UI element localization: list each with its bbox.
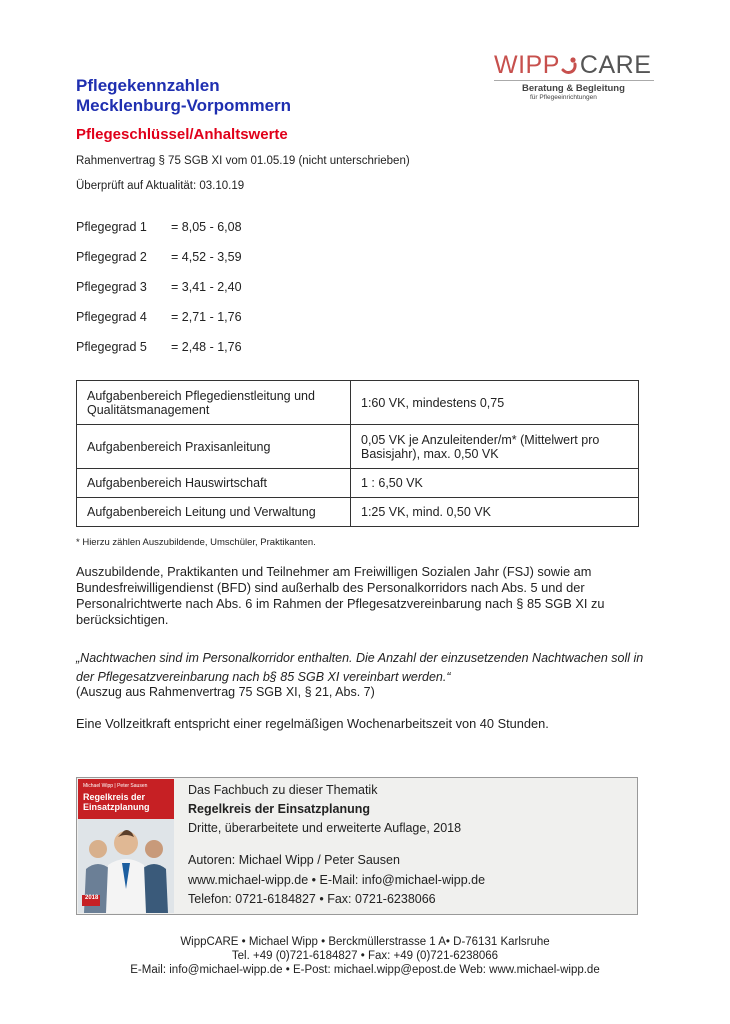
book-cover-title bbox=[83, 792, 150, 812]
footnote: * Hierzu zählen Auszubildende, Umschüler, Praktikanten. bbox=[76, 537, 316, 548]
pflegegrad-label: Pflegegrad 3 bbox=[76, 280, 147, 294]
book-authors: Autoren: Michael Wipp / Peter Sausen bbox=[188, 853, 400, 867]
logo-tagline: Beratung & Begleitung bbox=[522, 83, 625, 94]
pflegegrad-row bbox=[76, 220, 242, 234]
table-cell-area: Aufgabenbereich Leitung und Verwaltung bbox=[77, 498, 351, 527]
table-row bbox=[77, 469, 639, 498]
book-web-email: www.michael-wipp.de • E-Mail: info@michael-wipp.de bbox=[188, 873, 486, 887]
logo-person-icon bbox=[560, 55, 580, 75]
book-intro: Das Fachbuch zu dieser Thematik bbox=[188, 783, 378, 797]
footer-contact: E-Mail: info@michael-wipp.de • E-Post: michael.wipp@epost.de Web: www.michael-wipp.de bbox=[130, 964, 600, 976]
table-row bbox=[77, 498, 639, 527]
pflegegrad-value: = 2,71 - 1,76 bbox=[171, 310, 242, 324]
book-phone: Telefon: 0721-6184827 • Fax: 0721-6238066 bbox=[188, 892, 436, 906]
table-cell-area: Aufgabenbereich Praxisanleitung bbox=[77, 425, 351, 469]
book-cover-year: 2018 bbox=[85, 895, 99, 901]
logo-wipp: WIPP bbox=[494, 51, 560, 79]
book-cover-image bbox=[78, 779, 174, 913]
pflegegrad-row bbox=[76, 310, 242, 324]
book-edition: Dritte, überarbeitete und erweiterte Auflage, 2018 bbox=[188, 821, 462, 835]
pflegegrad-row bbox=[76, 280, 242, 294]
page-subtitle: Pflegeschlüssel/Anhaltswerte bbox=[76, 126, 288, 143]
footer-address: WippCARE • Michael Wipp • Berckmüllerstrasse 1 A• D-76131 Karlsruhe bbox=[180, 936, 550, 948]
info-paragraph: Auszubildende, Praktikanten und Teilnehmer am Freiwilligen Sozialen Jahr (FSJ) sowie am Bundesfreiwilligendienst (BFD) sind außerhalb des Personalkorridors nach Abs. 5 und der Personalrichtwerte nach Abs. 6 im Rahmen der Pflegesatzvereinbarung nach § 85 SGB XI zu berücksichtigen. bbox=[76, 564, 605, 627]
pflegegrad-value: = 8,05 - 6,08 bbox=[171, 220, 242, 234]
table-cell-value: 1:25 VK, mind. 0,50 VK bbox=[351, 498, 639, 527]
book-cover-authors: Michael Wipp | Peter Sausen bbox=[83, 783, 148, 789]
pflegegrad-value: = 4,52 - 3,59 bbox=[171, 250, 242, 264]
table-cell-value: 1 : 6,50 VK bbox=[351, 469, 639, 498]
quote-source: (Auszug aus Rahmenvertrag 75 SGB XI, § 21, Abs. 7) bbox=[76, 685, 375, 699]
logo-tagline-small: für Pflegeeinrichtungen bbox=[530, 94, 597, 101]
pflegegrad-value: = 3,41 - 2,40 bbox=[171, 280, 242, 294]
book-promo bbox=[76, 777, 638, 915]
table-cell-value: 1:60 VK, mindestens 0,75 bbox=[351, 381, 639, 425]
pflegegrad-label: Pflegegrad 1 bbox=[76, 220, 147, 234]
pflegegrad-label: Pflegegrad 5 bbox=[76, 340, 147, 354]
checked-date: Überprüft auf Aktualität: 03.10.19 bbox=[76, 180, 245, 192]
book-cover-title-2: Einsatzplanung bbox=[83, 802, 150, 812]
quote-text: „Nachtwachen sind im Personalkorridor enthalten. Die Anzahl der einzusetzenden Nachtwachen soll in der Pflegesatzvereinbarung nach b§ 85 SGB XI vereinbart werden.“ bbox=[76, 651, 644, 684]
contract-info: Rahmenvertrag § 75 SGB XI vom 01.05.19 (nicht unterschrieben) bbox=[76, 155, 410, 167]
pflegegrad-label: Pflegegrad 2 bbox=[76, 250, 147, 264]
title-line-2: Mecklenburg-Vorpommern bbox=[76, 96, 292, 115]
table-row bbox=[77, 425, 639, 469]
book-title: Regelkreis der Einsatzplanung bbox=[188, 802, 370, 816]
page-title bbox=[76, 76, 291, 116]
wippcare-logo bbox=[494, 51, 654, 101]
pflegegrad-row bbox=[76, 250, 242, 264]
pflegegrad-label: Pflegegrad 4 bbox=[76, 310, 147, 324]
pflegegrad-row bbox=[76, 340, 242, 354]
footer-phone: Tel. +49 (0)721-6184827 • Fax: +49 (0)721-6238066 bbox=[231, 950, 499, 962]
book-cover-title-1: Regelkreis der bbox=[83, 792, 146, 802]
table-row bbox=[77, 381, 639, 425]
logo-wordmark bbox=[494, 52, 654, 78]
pflegegrad-value: = 2,48 - 1,76 bbox=[171, 340, 242, 354]
logo-divider bbox=[494, 80, 654, 81]
table-cell-value: 0,05 VK je Anzuleitender/m* (Mittelwert pro Basisjahr), max. 0,50 VK bbox=[351, 425, 639, 469]
vollzeit-note: Eine Vollzeitkraft entspricht einer regelmäßigen Wochenarbeitszeit von 40 Stunden. bbox=[76, 716, 549, 731]
table-cell-area: Aufgabenbereich Hauswirtschaft bbox=[77, 469, 351, 498]
personnel-table bbox=[76, 380, 639, 527]
logo-care: CARE bbox=[579, 51, 652, 79]
table-cell-area: Aufgabenbereich Pflegedienstleitung und Qualitätsmanagement bbox=[77, 381, 351, 425]
title-line-1: Pflegekennzahlen bbox=[76, 76, 220, 95]
